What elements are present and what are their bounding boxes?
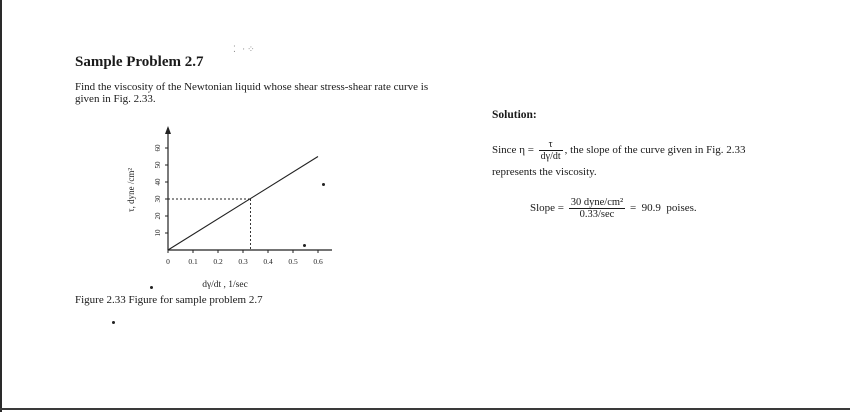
slope-equation xyxy=(530,197,697,220)
slope-fraction xyxy=(569,197,625,220)
slope-value: 90.9 xyxy=(641,202,661,215)
y-axis-label: τ, dyne /cm² xyxy=(126,167,136,213)
x-tick-label: 0.3 xyxy=(238,257,248,266)
x-tick-label: 0.1 xyxy=(188,257,198,266)
y-tick-label: 60 xyxy=(154,144,162,152)
eta-denominator: dγ/dt xyxy=(540,151,561,162)
x-tick-label: 0.4 xyxy=(263,257,273,266)
stray-dot xyxy=(322,183,325,186)
slope-denominator: 0.33/sec xyxy=(579,209,615,220)
problem-title: Sample Problem 2.7 xyxy=(75,54,204,70)
scan-mark: ⁚ ·⁘ xyxy=(233,44,257,54)
y-axis-arrow xyxy=(165,126,171,134)
x-tick-label: 0 xyxy=(166,257,170,266)
x-tick-label: 0.6 xyxy=(313,257,323,266)
stray-dot xyxy=(150,286,153,289)
y-tick-label: 30 xyxy=(154,195,162,203)
y-tick-label: 50 xyxy=(154,161,162,169)
x-axis-label: dγ/dt , 1/sec xyxy=(202,280,248,290)
solution-heading: Solution: xyxy=(492,109,537,121)
y-tick-label: 40 xyxy=(154,178,162,186)
eta-symbol: η = xyxy=(519,144,534,157)
y-tick-label: 10 xyxy=(154,229,162,237)
since-line xyxy=(492,139,746,162)
problem-statement: Find the viscosity of the Newtonian liquid whose shear stress-shear rate curve is given in Fig. 2.33. xyxy=(75,81,429,105)
eta-fraction xyxy=(539,139,563,162)
figure-caption: Figure 2.33 Figure for sample problem 2.7 xyxy=(75,294,263,306)
y-tick-label: 20 xyxy=(154,212,162,220)
stray-dot xyxy=(303,244,306,247)
represents-line: represents the viscosity. xyxy=(492,166,597,178)
shear-curve-line xyxy=(168,157,318,251)
x-tick-label: 0.5 xyxy=(288,257,298,266)
slope-label: Slope = xyxy=(530,202,565,215)
eta-numerator: τ xyxy=(539,139,563,151)
x-tick-label: 0.2 xyxy=(213,257,223,266)
slope-unit: poises. xyxy=(666,202,697,215)
since-rest: , the slope of the curve given in Fig. 2.33 xyxy=(564,144,746,157)
stray-dot xyxy=(112,321,115,324)
slope-equals: = xyxy=(629,202,637,215)
slope-numerator: 30 dyne/cm² xyxy=(570,197,624,208)
since-word: Since xyxy=(492,144,517,157)
